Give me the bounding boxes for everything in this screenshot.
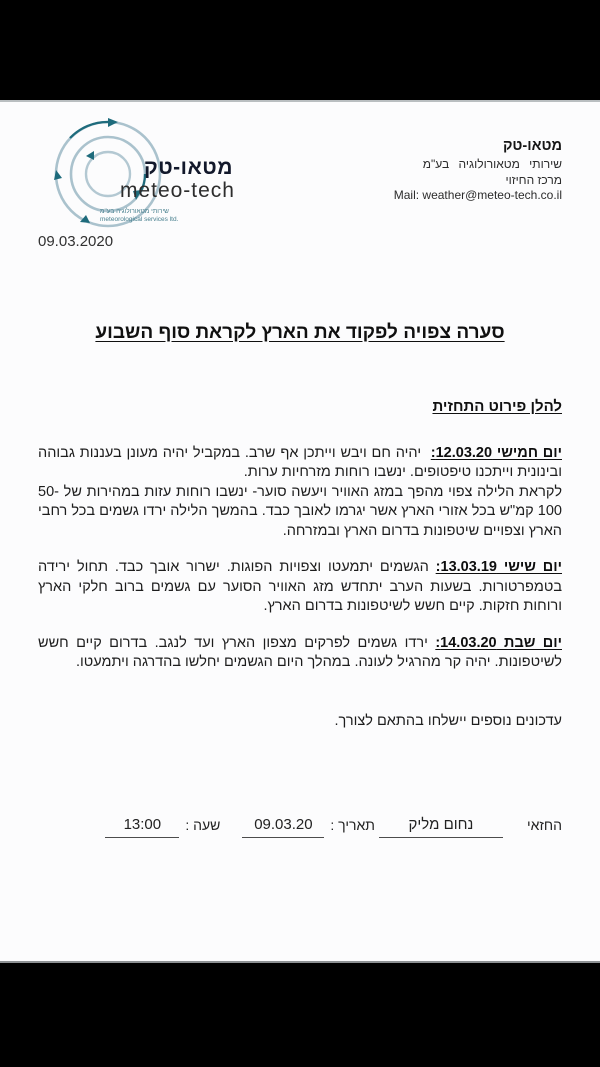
forecaster-label: החזאי [526,817,562,833]
company-services-line: שירותי מטאורולוגיה בע"מ [422,157,562,171]
date-value: 09.03.20 [242,815,324,838]
forecast-saturday-text: ירדו גשמים לפרקים מצפון הארץ ועד לנגב. בדרום קיים חשש לשיטפונות. יהיה קר מהרגיל לעונה. במהלך היום הגשמים יחלשו בהדרגה ויתמעטו. [38,634,562,670]
forecast-thursday-text-continued: לקראת הלילה צפוי מהפך במזג האוויר ויעשה סוער- ינשבו רוחות עזות במהירות של 50-100 קמ"ש בכל אזורי הארץ אשר יגרמו לאובך כבד. בהמשך הלילה ירדו גשמים בכל רחבי הארץ וצפויים שיטפונות בדרום הארץ ובמזרחה. [38,483,562,539]
bottom-black-bar [0,963,600,1067]
document-subtitle: להלן פירוט התחזית [432,398,562,415]
logo-latin-name: meteo-tech [119,179,235,202]
forecast-saturday [38,634,562,673]
forecast-document [0,102,600,838]
logo-hebrew-name: מטאו-טק [143,156,233,179]
date-label: תאריך : [330,817,375,833]
company-name: מטאו-טק [502,138,562,154]
forecast-thursday-text: יהיה חם ויבש וייתכן אף שרב. במקביל יהיה מעונן בעננות גבוהה ובינונית וייתכנו טיפטופים. ינשבו רוחות מזרחיות ערות. [38,444,562,480]
forecast-friday [38,558,562,617]
forecast-friday-text: הגשמים יתמעטו וצפויות הפוגות. ישרור אובך כבד. תחול ירידה בטמפרטורות. בשעות הערב יתחדש מזג האוויר הסוער עם גשמים ברוב חלקי הארץ ורוחות חזקות. קיים חשש לשיטפונות בדרום הארץ. [38,559,562,614]
time-value: 13:00 [105,815,179,838]
forecast-thursday-day-label: יום חמישי 12.03.20: [430,444,562,461]
issue-date: 09.03.2020 [38,233,114,250]
signature-row [38,815,562,838]
forecast-saturday-day-label: יום שבת 14.03.20: [435,634,562,651]
company-forecast-center-line: מרכז החיזוי [505,172,562,187]
forecaster-name: נחום מליק [379,815,503,838]
logo-tagline-hebrew: שירותי מטאורולוגיה בע"מ [100,208,169,215]
logo-tagline-latin: meteorological services ltd. [100,216,179,223]
document-title: סערה צפויה לפקוד את הארץ לקראת סוף השבוע [95,322,505,343]
top-black-bar [0,0,600,100]
updates-note: עדכונים נוספים יישלחו בהתאם לצורך. [334,712,562,729]
forecast-friday-day-label: יום שישי 13.03.19: [435,559,562,575]
time-label: שעה : [185,817,221,833]
forecast-thursday [38,444,562,542]
document-page [0,100,600,963]
company-email: Mail: weather@meteo-tech.co.il [393,188,562,202]
